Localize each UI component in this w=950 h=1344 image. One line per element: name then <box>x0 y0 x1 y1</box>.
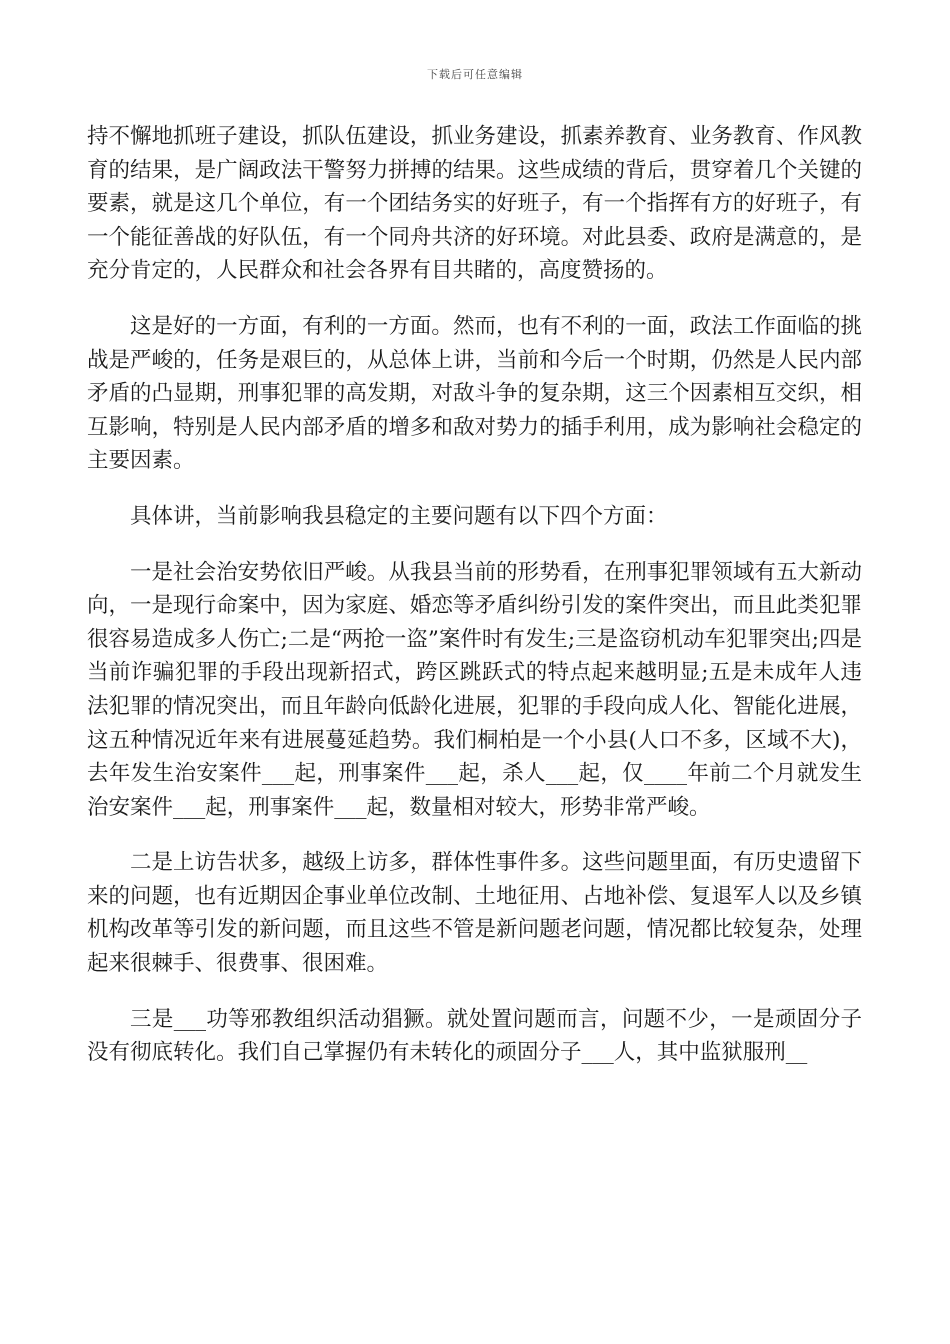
paragraph-2: 这是好的一方面，有利的一方面。然而，也有不利的一面，政法工作面临的挑战是严峻的，任务是艰巨的，从总体上讲，当前和今后一个时期，仍然是人民内部矛盾的凸显期，刑事犯罪的高发期，对敌斗争的复杂期，这三个因素相互交织，相互影响，特别是人民内部矛盾的增多和敌对势力的插手利用，成为影响社会稳定的主要因素。 <box>87 313 862 474</box>
paragraph-3: 具体讲，当前影响我县稳定的主要问题有以下四个方面： <box>130 503 668 529</box>
page-header: 下载后可任意编辑 <box>427 68 523 81</box>
paragraph-5: 二是上访告状多，越级上访多，群体性事件多。这些问题里面，有历史遗留下来的问题，也有近期因企事业单位改制、土地征用、占地补偿、复退军人以及乡镇机构改革等引发的新问题，而且这些不管是新问题老问题，情况都比较复杂，处理起来很棘手、很费事、很困难。 <box>87 850 862 977</box>
paragraph-4: 一是社会治安势依旧严峻。从我县当前的形势看，在刑事犯罪领域有五大新动向，一是现行命案中，因为家庭、婚恋等矛盾纠纷引发的案件突出，而且此类犯罪很容易造成多人伤亡;二是“两抢一盗”案件时有发生;三是盗窃机动车犯罪突出;四是当前诈骗犯罪的手段出现新招式，跨区跳跃式的特点起来越明显;五是未成年人违法犯罪的情况突出，而且年龄向低龄化进展，犯罪的手段向成人化、智能化进展，这五种情况近年来有进展蔓延趋势。我们桐柏是一个小县(人口不多，区域不大)，去年发生治安案件___起，刑事案件___起，杀人___起，仅____年前二个月就发生治安案件___起，刑事案件___起，数量相对较大，形势非常严峻。 <box>87 559 862 820</box>
paragraph-6: 三是___功等邪教组织活动猖獗。就处置问题而言，问题不少，一是顽固分子没有彻底转化。我们自己掌握仍有未转化的顽固分子___人，其中监狱服刑__ <box>87 1006 862 1066</box>
document-body <box>87 120 862 1092</box>
paragraph-1: 持不懈地抓班子建设，抓队伍建设，抓业务建设，抓素养教育、业务教育、作风教育的结果，是广阔政法干警努力拼搏的结果。这些成绩的背后，贯穿着几个关键的要素，就是这几个单位，有一个团结务实的好班子，有一个指挥有方的好班子，有一个能征善战的好队伍，有一个同舟共济的好环境。对此县委、政府是满意的，是充分肯定的，人民群众和社会各界有目共睹的，高度赞扬的。 <box>87 124 862 284</box>
